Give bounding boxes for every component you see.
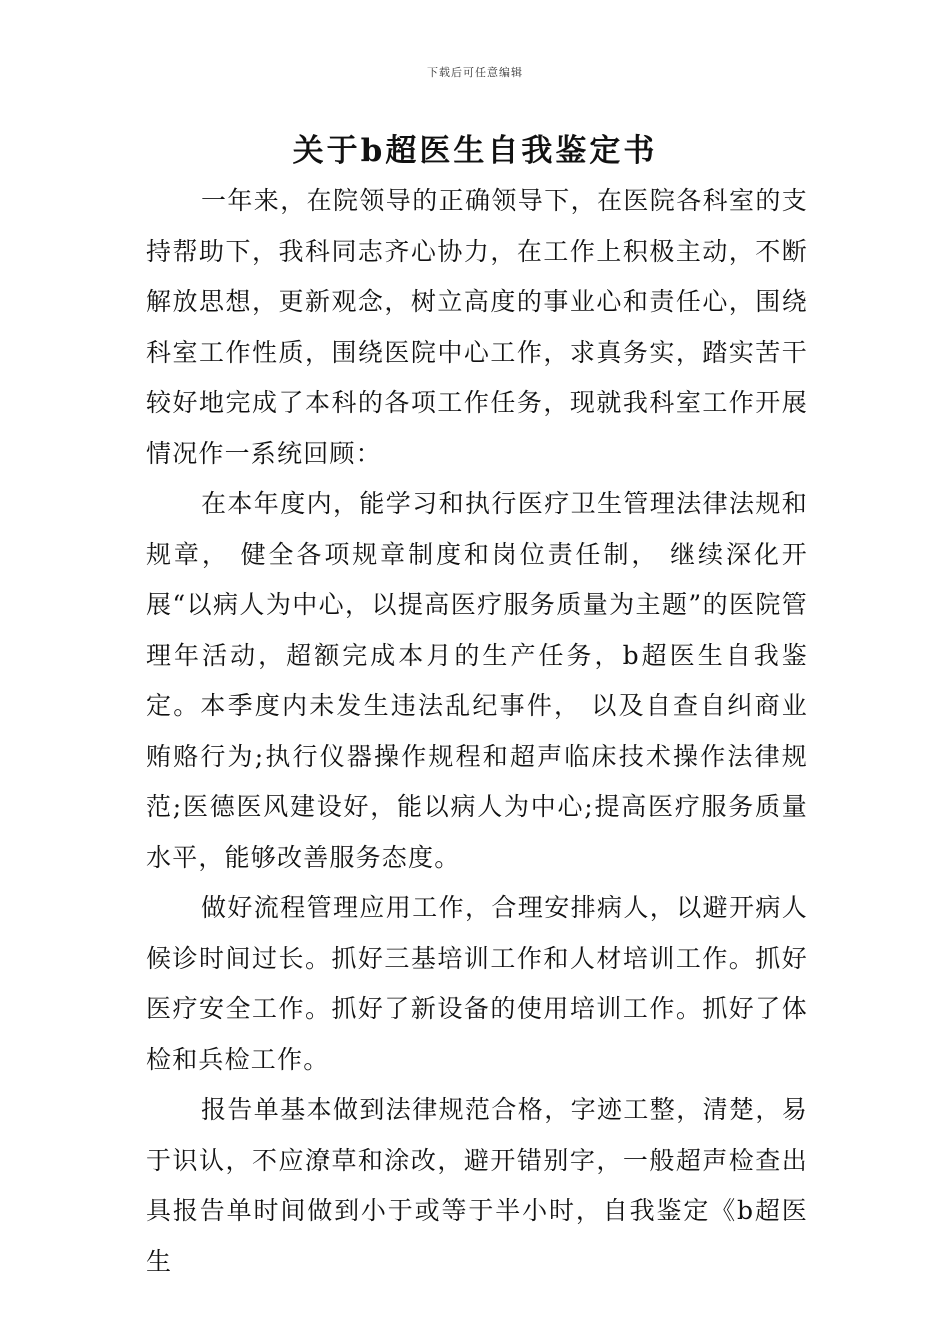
paragraph-intro: 一年来，在院领导的正确领导下，在医院各科室的支持帮助下，我科同志齐心协力，在工作上积极主动，不断解放思想，更新观念，树立高度的事业心和责任心，围绕科室工作性质，围绕医院中心工作，求真务实，踏实苦干较好地完成了本科的各项工作任务，现就我科室工作开展情况作一系统回顾： <box>146 186 808 468</box>
page-header-note: 下载后可任意编辑 <box>427 66 523 79</box>
paragraph-workflow: 做好流程管理应用工作，合理安排病人，以避开病人候诊时间过长。抓好三基培训工作和人材培训工作。抓好医疗安全工作。抓好了新设备的使用培训工作。抓好了体检和兵检工作。 <box>146 893 808 1074</box>
document-title: 关于b超医生自我鉴定书 <box>292 133 658 169</box>
paragraph-regulations: 在本年度内，能学习和执行医疗卫生管理法律法规和规章， 健全各项规章制度和岗位责任制， 继续深化开展“以病人为中心，以提高医疗服务质量为主题”的医院管理年活动，超额完成本月的生产任务，b超医生自我鉴定。本季度内未发生违法乱纪事件， 以及自查自纠商业贿赂行为;执行仪器操作规程和超声临床技术操作法律规范;医德医风建设好，能以病人为中心;提高医疗服务质量水平，能够改善服务态度。 <box>146 489 808 872</box>
paragraph-reports: 报告单基本做到法律规范合格，字迹工整，清楚，易于识认，不应潦草和涂改，避开错别字，一般超声检查出具报告单时间做到小于或等于半小时，自我鉴定《b超医生 <box>146 1095 808 1276</box>
document-body <box>146 176 808 1287</box>
